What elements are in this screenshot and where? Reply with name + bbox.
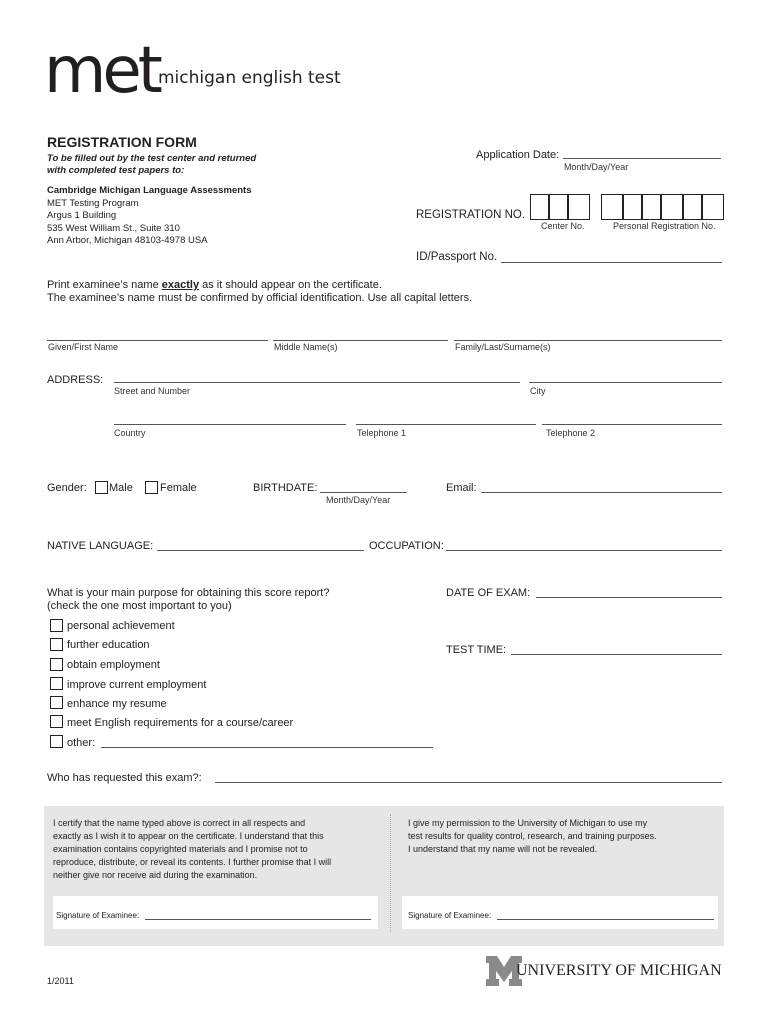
telephone1-caption: Telephone 1 bbox=[357, 428, 407, 438]
permission-signature-field[interactable] bbox=[497, 919, 714, 920]
purpose-option-2: further education bbox=[67, 639, 150, 651]
city-caption: City bbox=[530, 386, 546, 396]
birthdate-field[interactable] bbox=[320, 492, 407, 493]
id-passport-field[interactable] bbox=[501, 262, 722, 263]
permission-line-2: test results for quality control, research, and training purposes. bbox=[408, 831, 657, 841]
native-language-label: NATIVE LANGUAGE: bbox=[47, 540, 154, 552]
name-instructions-pre: Print examinee’s name bbox=[47, 279, 162, 291]
country-caption: Country bbox=[114, 428, 146, 438]
met-logo-tagline: michigan english test bbox=[158, 68, 341, 88]
university-name: UNIVERSITY OF MICHIGAN bbox=[516, 962, 722, 979]
purpose-option-3: obtain employment bbox=[67, 659, 160, 671]
telephone2-field[interactable] bbox=[542, 424, 722, 425]
certify-signature-label: Signature of Examinee: bbox=[56, 911, 140, 920]
name-instructions-post: as it should appear on the certificate. bbox=[199, 279, 382, 291]
instructions-line1: To be filled out by the test center and returned bbox=[47, 153, 257, 164]
purpose-option-5: enhance my resume bbox=[67, 698, 167, 710]
center-no-digit-1[interactable] bbox=[530, 194, 549, 220]
given-name-field[interactable] bbox=[47, 340, 268, 341]
requested-by-label: Who has requested this exam?: bbox=[47, 772, 202, 784]
email-field[interactable] bbox=[481, 492, 722, 493]
university-logo bbox=[486, 956, 726, 986]
org-name: Cambridge Michigan Language Assessments bbox=[47, 185, 252, 196]
address-line3: 535 West William St., Suite 310 bbox=[47, 223, 180, 234]
permission-line-3: I understand that my name will not be revealed. bbox=[408, 844, 598, 854]
form-title: REGISTRATION FORM bbox=[47, 134, 197, 150]
family-name-field[interactable] bbox=[454, 340, 722, 341]
female-label: Female bbox=[160, 482, 197, 494]
occupation-label: OCCUPATION: bbox=[369, 540, 444, 552]
certify-text bbox=[53, 817, 383, 882]
personal-reg-digit-1[interactable] bbox=[601, 194, 623, 220]
purpose-question: What is your main purpose for obtaining this score report? bbox=[47, 587, 330, 599]
given-name-caption: Given/First Name bbox=[48, 342, 119, 352]
purpose-option-4: improve current employment bbox=[67, 679, 207, 691]
email-label: Email: bbox=[446, 482, 477, 494]
male-checkbox[interactable] bbox=[95, 481, 108, 494]
purpose-checkbox-2[interactable] bbox=[50, 638, 63, 651]
address-line2: Argus 1 Building bbox=[47, 210, 117, 221]
address-line4: Ann Arbor, Michigan 48103-4978 USA bbox=[47, 235, 208, 246]
form-version-date: 1/2011 bbox=[47, 976, 74, 986]
street-field[interactable] bbox=[114, 382, 520, 383]
certify-line-1: I certify that the name typed above is correct in all respects and bbox=[53, 818, 306, 828]
personal-reg-caption: Personal Registration No. bbox=[613, 221, 716, 231]
purpose-other-field[interactable] bbox=[101, 747, 433, 748]
gender-label: Gender: bbox=[47, 482, 87, 494]
purpose-option-6: meet English requirements for a course/career bbox=[67, 717, 294, 729]
certify-line-4: reproduce, distribute, or reveal its contents. I further promise that I will bbox=[53, 857, 332, 867]
purpose-checkbox-5[interactable] bbox=[50, 696, 63, 709]
country-field[interactable] bbox=[114, 424, 346, 425]
telephone2-caption: Telephone 2 bbox=[546, 428, 596, 438]
purpose-checkbox-4[interactable] bbox=[50, 677, 63, 690]
center-no-caption: Center No. bbox=[541, 221, 585, 231]
permission-line-1: I give my permission to the University of Michigan to use my bbox=[408, 818, 648, 828]
birthdate-label: BIRTHDATE: bbox=[253, 482, 318, 494]
certify-line-2: exactly as I wish it to appear on the certificate. I understand that this bbox=[53, 831, 324, 841]
purpose-checkbox-1[interactable] bbox=[50, 619, 63, 632]
purpose-checkbox-3[interactable] bbox=[50, 658, 63, 671]
application-date-hint: Month/Day/Year bbox=[564, 162, 629, 172]
street-caption: Street and Number bbox=[114, 386, 191, 396]
id-passport-label: ID/Passport No. bbox=[416, 251, 498, 263]
personal-reg-digit-2[interactable] bbox=[623, 194, 642, 220]
panel-divider bbox=[390, 814, 391, 932]
address-line1: MET Testing Program bbox=[47, 198, 139, 209]
occupation-field[interactable] bbox=[446, 550, 722, 551]
telephone1-field[interactable] bbox=[356, 424, 536, 425]
certify-line-3: examination contains copyrighted materials and I promise not to bbox=[53, 844, 308, 854]
purpose-option-1: personal achievement bbox=[67, 620, 175, 632]
application-date-field[interactable] bbox=[563, 158, 721, 159]
center-no-digit-2[interactable] bbox=[549, 194, 568, 220]
met-logo-mark: met bbox=[44, 34, 159, 108]
registration-label: REGISTRATION NO. bbox=[416, 209, 526, 221]
test-time-label: TEST TIME: bbox=[446, 644, 507, 656]
permission-text bbox=[408, 817, 718, 856]
application-date-label: Application Date: bbox=[476, 149, 560, 161]
personal-reg-digit-6[interactable] bbox=[702, 194, 724, 220]
middle-name-field[interactable] bbox=[273, 340, 448, 341]
certify-line-5: neither give nor receive aid during the examination. bbox=[53, 870, 258, 880]
requested-by-field[interactable] bbox=[215, 782, 722, 783]
purpose-note: (check the one most important to you) bbox=[47, 600, 232, 612]
exam-date-label: DATE OF EXAM: bbox=[446, 587, 531, 599]
name-instructions-line2: The examinee’s name must be confirmed by official identification. Use all capital letters. bbox=[47, 292, 473, 304]
permission-signature-label: Signature of Examinee: bbox=[408, 911, 492, 920]
personal-reg-digit-3[interactable] bbox=[642, 194, 661, 220]
address-label: ADDRESS: bbox=[47, 374, 104, 386]
birthdate-hint: Month/Day/Year bbox=[326, 495, 391, 505]
instructions-line2: with completed test papers to: bbox=[47, 165, 185, 176]
exam-date-field[interactable] bbox=[536, 597, 722, 598]
middle-name-caption: Middle Name(s) bbox=[274, 342, 338, 352]
name-instructions-line1 bbox=[47, 279, 382, 291]
personal-reg-digit-4[interactable] bbox=[661, 194, 683, 220]
female-checkbox[interactable] bbox=[145, 481, 158, 494]
male-label: Male bbox=[109, 482, 133, 494]
test-time-field[interactable] bbox=[511, 654, 722, 655]
purpose-option-7: other: bbox=[67, 737, 96, 749]
purpose-checkbox-7[interactable] bbox=[50, 735, 63, 748]
native-language-field[interactable] bbox=[157, 550, 364, 551]
personal-reg-digit-5[interactable] bbox=[683, 194, 702, 220]
purpose-checkbox-6[interactable] bbox=[50, 715, 63, 728]
city-field[interactable] bbox=[529, 382, 722, 383]
center-no-digit-3[interactable] bbox=[568, 194, 590, 220]
certify-signature-field[interactable] bbox=[145, 919, 371, 920]
name-instructions-exactly: exactly bbox=[161, 279, 200, 291]
family-name-caption: Family/Last/Surname(s) bbox=[455, 342, 551, 352]
